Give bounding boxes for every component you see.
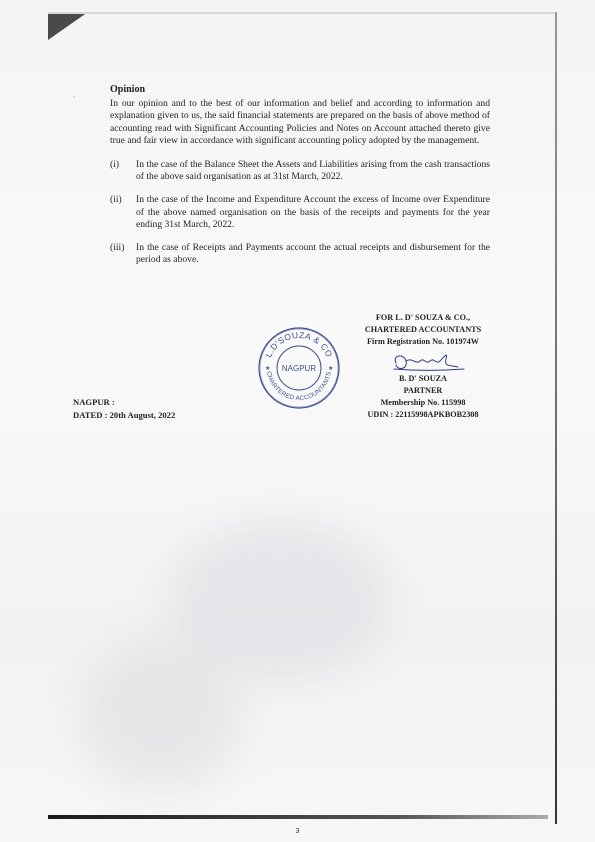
opinion-paragraph: In our opinion and to the best of our information and belief and according to information and explanation given to us, the said financial statements are prepared on the basis of above method of accounting read with Significant Accounting Policies and Notes on Account attached thereto give true and fair view in accordance with significant accounting policy adopted by the management. (110, 98, 490, 146)
handwritten-signature (388, 349, 468, 375)
stray-mark: - (73, 92, 76, 100)
scan-edge-right (555, 12, 557, 824)
page-number: 3 (295, 828, 300, 835)
place-city: NAGPUR : (73, 397, 115, 407)
signature-area (348, 349, 498, 373)
item-text: In the case of Receipts and Payments account the actual receipts and disbursement for the period as above. (136, 242, 490, 266)
stamp-star-icon: ★ (265, 366, 271, 372)
item-number: (ii) (110, 194, 122, 206)
partner-title: PARTNER (403, 385, 443, 395)
scan-edge-top (48, 12, 556, 14)
stamp-top-text: L.D'SOUZA & CO (263, 329, 335, 359)
stamp-bottom-text: CHARTERED ACCOUNTANTS (265, 370, 333, 403)
opinion-section (110, 84, 490, 277)
firm-type: CHARTERED ACCOUNTANTS (364, 325, 482, 335)
firm-seal-stamp (257, 326, 341, 410)
stamp-center-text: NAGPUR (281, 364, 317, 373)
item-number: (i) (110, 159, 120, 171)
signature-block (348, 312, 498, 421)
item-number: (iii) (110, 242, 125, 254)
date-line: DATED : 20th August, 2022 (73, 409, 176, 420)
opinion-item (110, 242, 490, 266)
partner-name: B. D' SOUZA (399, 373, 447, 383)
firm-registration: Firm Registration No. 101974W (367, 337, 479, 347)
scan-smudge (80, 640, 240, 790)
membership-number: Membership No. 115998 (380, 398, 466, 408)
scan-edge-bottom (48, 815, 548, 819)
svg-text:CHARTERED ACCOUNTANTS (265, 371, 333, 402)
svg-text:L.D'SOUZA & CO (263, 330, 334, 359)
opinion-item (110, 194, 490, 231)
udin-number: UDIN : 22115998APKBOB2308 (367, 410, 479, 420)
firm-name: FOR L. D' SOUZA & CO., (375, 313, 471, 322)
item-text: In the case of the Balance Sheet the Assets and Liabilities arising from the cash transactions of the above said organisation as at 31st March, 2022. (136, 159, 490, 183)
stamp-star-icon: ★ (328, 366, 334, 372)
item-text: In the case of the Income and Expenditure Account the excess of Income over Expenditure of the above named organisation on the basis of the receipts and payments for the year ending 31st March, 2022. (136, 194, 490, 230)
place-date-block (73, 396, 175, 422)
opinion-item (110, 159, 490, 183)
scan-corner-shadow (48, 12, 88, 40)
opinion-heading: Opinion (110, 84, 146, 95)
